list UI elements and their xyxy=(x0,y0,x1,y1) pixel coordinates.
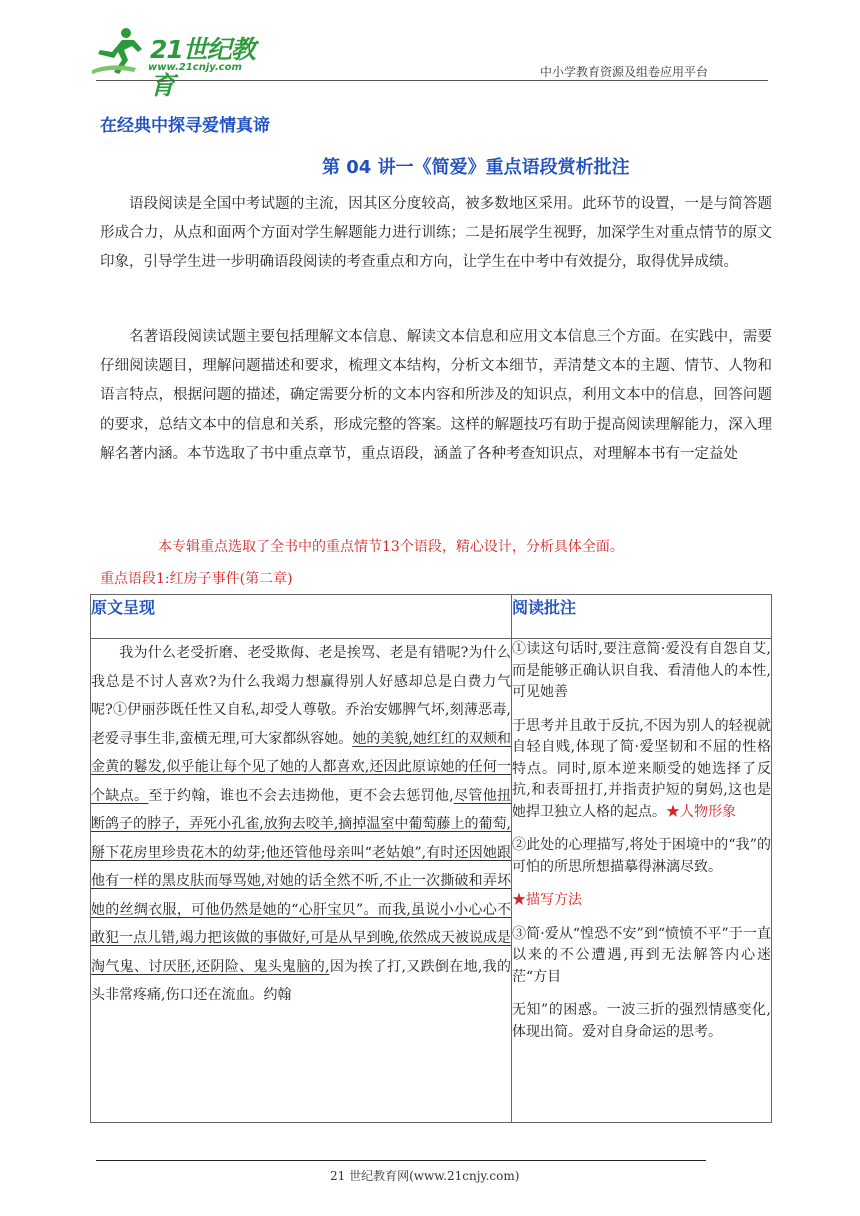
original-text-g: 因为挨了打,又跌倒在地,我的头非常疼痛,伤口还在流血。约翰 xyxy=(91,958,512,1003)
table-row xyxy=(91,639,772,1123)
col-header-annotation: 阅读批注 xyxy=(512,595,772,639)
annotation-item: ③简·爱从“惶恐不安”到“愤愤不平”于一直以来的不公遭遇,再到无法解答内心迷茫“方目 xyxy=(512,925,771,985)
table-header-row xyxy=(91,595,772,639)
intro-paragraph-2: 名著语段阅读试题主要包括理解文本信息、解读文本信息和应用文本信息三个方面。在实践中，需要仔细阅读题目，理解问题描述和要求，梳理文本结构，分析文本细节，弄清楚文本的主题、情节、人物和语言特点，根据问题的描述，确定需要分析的文本内容和所涉及的知识点，利用文本中的信息，回答问题的要求，总结文本中的信息和关系，形成完整的答案。这样的解题技巧有助于提高阅读理解能力，深入理解名著内涵。本节选取了书中重点章节，重点语段，涵盖了各种考查知识点，对理解本书有一定益处 xyxy=(100,329,772,462)
annotation-item: ②此处的心理描写,将处于困境中的“我”的可怕的所思所想描摹得淋漓尽致。 xyxy=(512,837,771,875)
lesson-title: 第 04 讲一《简爱》重点语段赏析批注 xyxy=(322,157,630,178)
original-text-a: 我为什么老受折磨、老受欺侮、老是挨骂、老是有错呢?为什么我总是不讨人喜欢?为什么我竭力想赢得别人好感却总是白费力气呢? xyxy=(91,645,511,718)
logo-text: 21世纪教育 xyxy=(150,35,255,100)
platform-name: 中小学教育资源及组卷应用平台 xyxy=(540,65,709,79)
annotation-item xyxy=(512,890,771,912)
original-text-e: 尽管他扭断鸽子的脖子，弄死小孔雀,放狗去咬羊,摘掉温室中葡萄藤上的葡萄,掰下花房里珍贵花木的幼芽;他还管他母亲叫“老姑娘”,有时还因她跟他有一样的黑皮肤而辱骂她,对她的话全然不听,不止一次撕破和弄坏她的丝绸衣服，可他仍然是她的“心肝宝贝”。 xyxy=(91,787,512,918)
footer-divider xyxy=(96,1160,706,1161)
annotation-item: ①读这句话时,要注意简·爱没有自怨自艾,而是能够正确认识自我、看清他人的本性,可见她善 xyxy=(512,641,771,700)
logo-url: www.21cnjy.com xyxy=(148,62,242,73)
annotation-item: 无知”的困惑。一波三折的强烈情感变化,体现出简。爱对自身命运的思考。 xyxy=(512,1002,771,1040)
intro-paragraph-1: 语段阅读是全国中考试题的主流，因其区分度较高，被多数地区采用。此环节的设置，一是与简答题形成合力，从点和面两个方面对学生解题能力进行训练；二是拓展学生视野，加深学生对重点情节的原文印象，引导学生进一步明确语段阅读的考查重点和方向，让学生在中考中有效提分，取得优异成绩。 xyxy=(100,196,772,271)
original-text-d: 至于约翰，谁也不会去违拗他，更不会去惩罚他, xyxy=(148,787,454,804)
original-text-c: 她的美貌,她红红的双颊和金黄的鬈发,似乎能让每个见了她的人都喜欢,还因此原谅她的任何一个缺点。 xyxy=(91,730,511,804)
original-text-b: ①伊丽莎既任性又自私,却受人尊敬。乔治安娜脾气坏,刻薄恶毒,老爱寻事生非,蛮横无理,可大家都纵容她。 xyxy=(91,702,511,747)
annotation-tag: ★人物形象 xyxy=(666,803,736,820)
page-footer: 21 世纪教育网(www.21cnjy.com) xyxy=(330,1169,520,1183)
site-logo[interactable] xyxy=(92,26,262,100)
original-text-f: 而我,虽说小小心心不敢犯一点儿错,竭力把该做的事做好,可是从早到晚,依然成天被说成是淘气鬼、讨厌胚,还阴险、鬼头鬼脑的, xyxy=(91,901,511,975)
section-title: 重点语段1:红房子事件(第二章) xyxy=(100,571,293,587)
series-title: 在经典中探寻爱情真谛 xyxy=(100,116,270,136)
annotation-item: 于思考并且敢于反抗,不因为别人的轻视就自轻自贱,体现了简·爱坚韧和不屈的性格特点。同时,原本逆来顺受的她选择了反抗,和表哥扭打,并指责护短的舅妈,这也是她捍卫独立人格的起点。★人物形象 xyxy=(512,717,771,820)
page-header xyxy=(0,0,860,100)
runner-logo-icon xyxy=(92,26,148,78)
col-header-original: 原文呈现 xyxy=(91,595,512,639)
highlight-note: 本专辑重点选取了全书中的重点情节13个语段，精心设计，分析具体全面。 xyxy=(158,539,624,555)
header-divider xyxy=(96,80,768,81)
annotation-cell xyxy=(512,639,772,1123)
annotation-tag: ★描写方法 xyxy=(512,892,582,908)
original-text-cell xyxy=(91,639,512,1123)
analysis-table xyxy=(90,594,772,1123)
